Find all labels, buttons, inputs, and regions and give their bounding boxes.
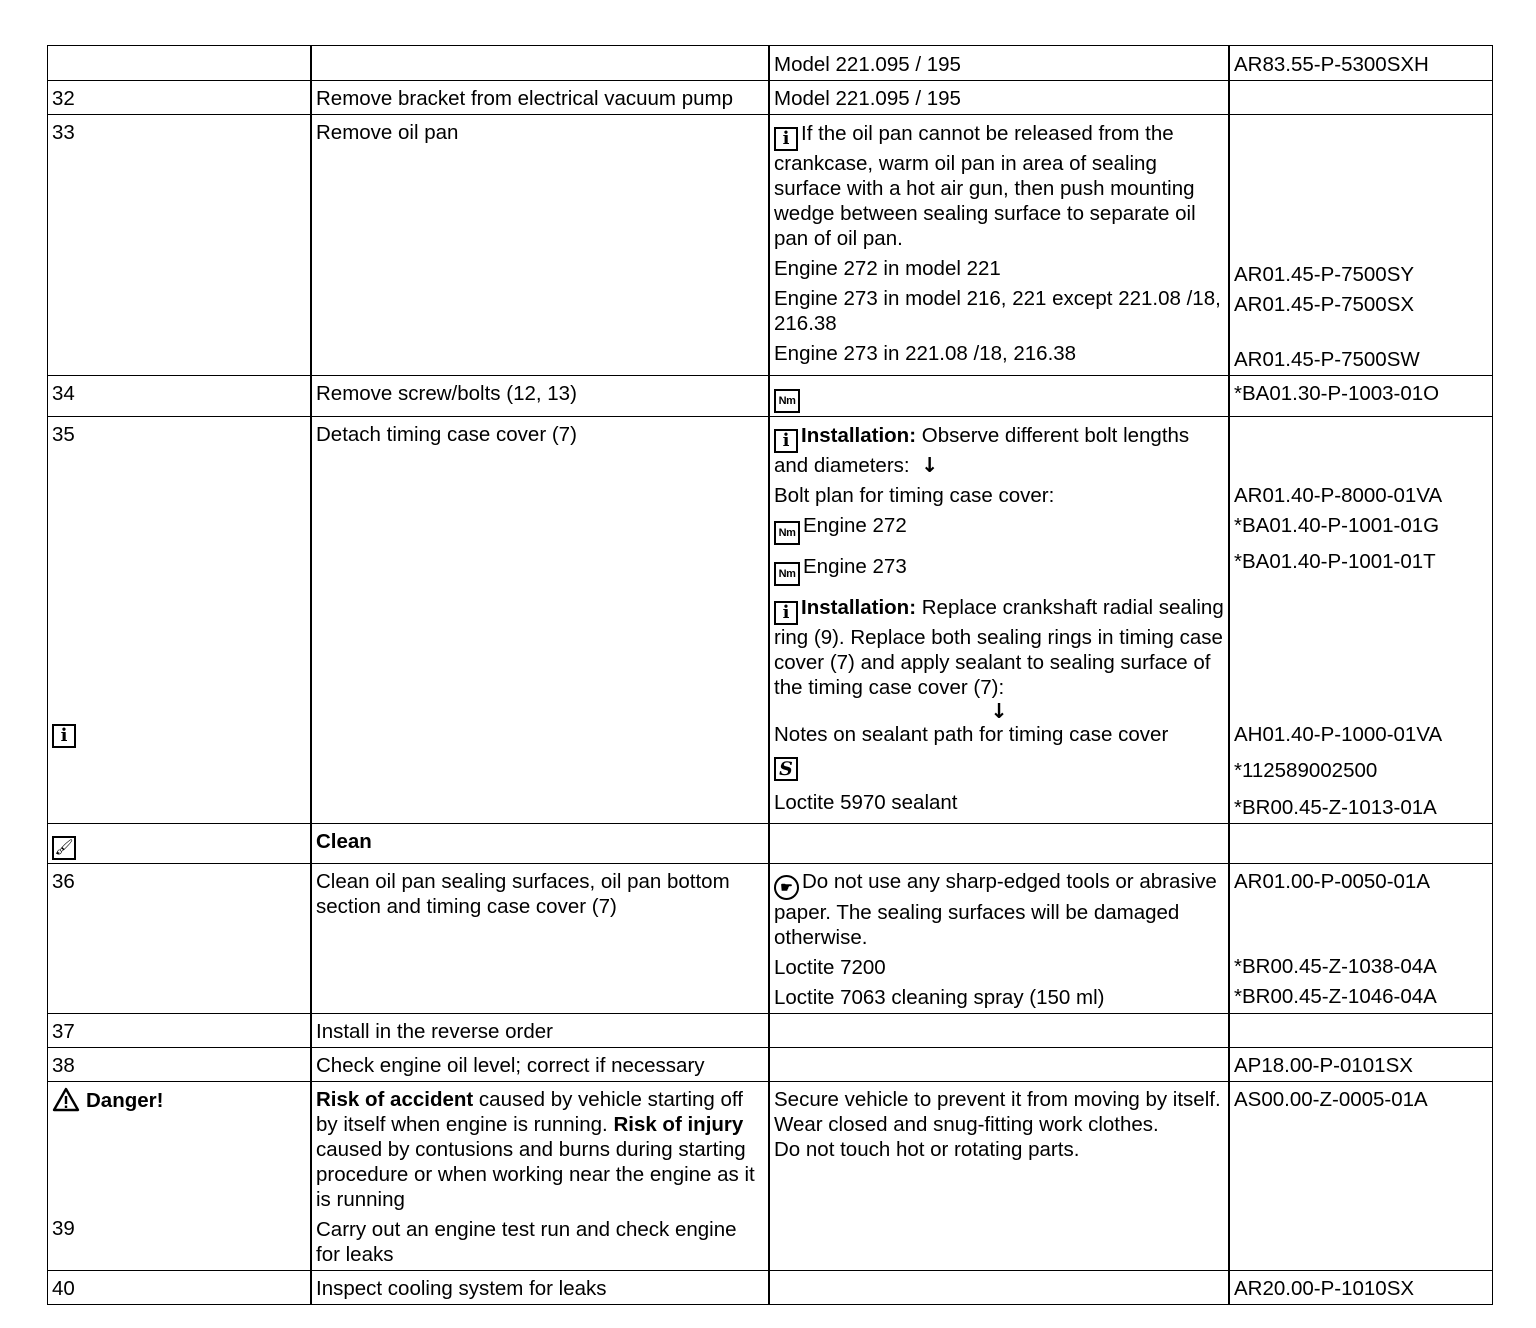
step-number: 32 bbox=[52, 87, 75, 110]
reference-code: AR01.45-P-7500SX bbox=[1234, 293, 1415, 316]
safety-measure: Wear closed and snug-fitting work clothes. bbox=[774, 1113, 1159, 1136]
reference-code: *BA01.40-P-1001-01G bbox=[1234, 514, 1440, 537]
table-row bbox=[48, 46, 1493, 81]
table-row bbox=[48, 115, 1493, 376]
reference-code: *BA01.40-P-1001-01T bbox=[1234, 550, 1436, 573]
step-text: Clean oil pan sealing surfaces, oil pan bottom section and timing case cover (7) bbox=[316, 870, 730, 918]
torque-nm-icon: Nm bbox=[774, 562, 800, 586]
clean-icon: 🖌 bbox=[52, 836, 76, 860]
reference-code: AR01.40-P-8000-01VA bbox=[1234, 484, 1443, 507]
cell-text: Engine 273 in 221.08 /18, 216.38 bbox=[774, 342, 1077, 365]
step-text: Carry out an engine test run and check engine for leaks bbox=[316, 1218, 737, 1266]
cell-text: Model 221.095 / 195 bbox=[774, 53, 961, 76]
danger-label: Danger! bbox=[52, 1089, 163, 1112]
table-row bbox=[48, 1048, 1493, 1082]
info-icon: i bbox=[774, 429, 798, 453]
reference-code: AR01.00-P-0050-01A bbox=[1234, 870, 1431, 893]
torque-nm-icon: Nm bbox=[774, 521, 800, 545]
table-row bbox=[48, 1082, 1493, 1271]
step-text: Remove bracket from electrical vacuum pump bbox=[316, 87, 733, 110]
table-row bbox=[48, 81, 1493, 115]
step-text: Check engine oil level; correct if necessary bbox=[316, 1054, 705, 1077]
reference-code: *BR00.45-Z-1046-04A bbox=[1234, 985, 1437, 1008]
reference-code: AH01.40-P-1000-01VA bbox=[1234, 723, 1443, 746]
step-text: Install in the reverse order bbox=[316, 1020, 554, 1043]
info-icon: i bbox=[774, 127, 798, 151]
reference-code: AS00.00-Z-0005-01A bbox=[1234, 1088, 1428, 1111]
table-row bbox=[48, 376, 1493, 417]
step-number: 35 bbox=[52, 423, 75, 446]
step-text: Remove oil pan bbox=[316, 121, 459, 144]
table-row bbox=[48, 417, 1493, 824]
table-row bbox=[48, 824, 1493, 864]
step-text: Detach timing case cover (7) bbox=[316, 423, 577, 446]
info-note: i If the oil pan cannot be released from the crankcase, warm oil pan in area of sealing surface with a hot air gun, then push mounting wedge between sealing surface to separate oil pan of oil pan. bbox=[774, 122, 1196, 250]
arrow-down-icon: ↓ bbox=[990, 699, 1008, 723]
section-heading: Clean bbox=[316, 830, 372, 853]
danger-text: Risk of accident caused by vehicle starting off by itself when engine is running. Risk of injury caused by contusions and burns during starting procedure or when working near the engine as it is running bbox=[316, 1088, 755, 1211]
note-icon: ☛ bbox=[774, 875, 799, 900]
reference-code: AR83.55-P-5300SXH bbox=[1234, 53, 1429, 76]
cell-text: Model 221.095 / 195 bbox=[774, 87, 961, 110]
step-number: 39 bbox=[52, 1217, 75, 1240]
reference-code: AR20.00-P-1010SX bbox=[1234, 1277, 1415, 1300]
cell-text: Loctite 5970 sealant bbox=[774, 791, 958, 814]
torque-nm-icon: Nm bbox=[774, 389, 800, 413]
reference-code: AR01.45-P-7500SW bbox=[1234, 348, 1420, 371]
installation-note: i Installation: Observe different bolt lengths and diameters: ↓ bbox=[774, 424, 1190, 477]
reference-code: *BR00.45-Z-1013-01A bbox=[1234, 796, 1437, 819]
step-number: 36 bbox=[52, 870, 75, 893]
info-icon: i bbox=[52, 724, 76, 748]
arrow-down-icon: ↓ bbox=[921, 453, 939, 477]
safety-measure: Do not touch hot or rotating parts. bbox=[774, 1138, 1080, 1161]
cell-text: Loctite 7063 cleaning spray (150 ml) bbox=[774, 986, 1105, 1009]
procedure-table bbox=[47, 45, 1493, 1305]
table-row bbox=[48, 1271, 1493, 1305]
reference-code: *BR00.45-Z-1038-04A bbox=[1234, 955, 1437, 978]
step-text: Inspect cooling system for leaks bbox=[316, 1277, 607, 1300]
special-tool-line bbox=[774, 752, 1224, 781]
cell-text: Loctite 7200 bbox=[774, 956, 886, 979]
table-row bbox=[48, 864, 1493, 1014]
torque-line: Nm Engine 273 bbox=[774, 554, 1224, 586]
cell-text: Engine 272 in model 221 bbox=[774, 257, 1001, 280]
table-row bbox=[48, 1014, 1493, 1048]
cell-text: Engine 273 in model 216, 221 except 221.08 /18, 216.38 bbox=[774, 287, 1221, 335]
info-icon: i bbox=[774, 601, 798, 625]
warning-triangle-icon bbox=[52, 1087, 80, 1112]
step-text: Remove screw/bolts (12, 13) bbox=[316, 382, 577, 405]
reference-code: *112589002500 bbox=[1234, 759, 1378, 782]
caution-note: ☛ Do not use any sharp-edged tools or abrasive paper. The sealing surfaces will be damaged otherwise. bbox=[774, 870, 1217, 949]
step-number: 34 bbox=[52, 382, 75, 405]
safety-measure: Secure vehicle to prevent it from moving by itself. bbox=[774, 1088, 1221, 1111]
cell-text: Notes on sealant path for timing case cover bbox=[774, 723, 1169, 746]
cell-text: Bolt plan for timing case cover: bbox=[774, 484, 1055, 507]
reference-code: AR01.45-P-7500SY bbox=[1234, 263, 1415, 286]
step-number: 37 bbox=[52, 1020, 75, 1043]
installation-note: i Installation: Replace crankshaft radial sealing ring (9). Replace both sealing rings in timing case cover (7) and apply sealant to sealing surface of the timing case cover (7): bbox=[774, 596, 1224, 699]
reference-code: AP18.00-P-0101SX bbox=[1234, 1054, 1413, 1077]
reference-code: *BA01.30-P-1003-01O bbox=[1234, 382, 1440, 405]
special-tool-icon: S bbox=[774, 757, 798, 781]
step-number: 33 bbox=[52, 121, 75, 144]
step-number: 38 bbox=[52, 1054, 75, 1077]
step-number: 40 bbox=[52, 1277, 75, 1300]
torque-line: Nm Engine 272 bbox=[774, 513, 1224, 545]
